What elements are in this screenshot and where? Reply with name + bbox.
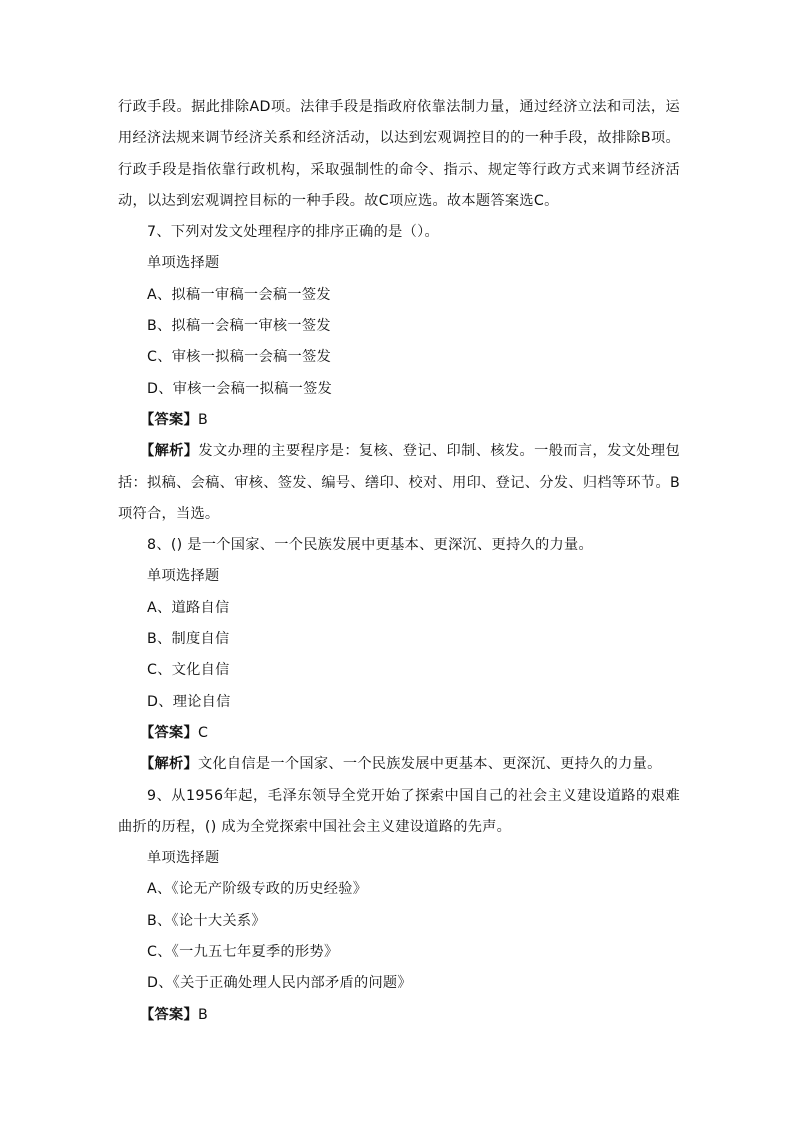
answer — [118, 718, 680, 749]
option-a: A、道路自信 — [147, 599, 230, 616]
question-8 — [118, 530, 680, 780]
question-stem: 7、下列对发文处理程序的排序正确的是（）。 — [147, 224, 439, 241]
option-d: D、理论自信 — [147, 693, 231, 710]
option-b: B、制度自信 — [147, 631, 230, 648]
option-c: C、文化自信 — [147, 662, 230, 679]
analysis-label: 【解析】 — [140, 443, 199, 460]
option-a: A、拟稿一审稿一会稿一签发 — [147, 286, 331, 303]
option-c: C、《一九五七年夏季的形势》 — [147, 944, 339, 961]
question-stem: 8、() 是一个国家、一个民族发展中更基本、更深沉、更持久的力量。 — [147, 537, 593, 554]
answer-label: 【答案】 — [140, 411, 198, 428]
answer-label: 【答案】 — [140, 1006, 198, 1023]
option-b: B、拟稿一会稿一审核一签发 — [147, 318, 331, 335]
question-stem: 9、从1956年起，毛泽东领导全党开始了探索中国自己的社会主义建设道路的艰难曲折的历程，() 成为全党探索中国社会主义建设道路的先声。 — [118, 787, 680, 835]
answer — [118, 1000, 680, 1031]
answer — [118, 405, 680, 436]
intro-paragraph: 行政手段。据此排除AD项。法律手段是指政府依靠法制力量，通过经济立法和司法，运用经济法规来调节经济关系和经济活动，以达到宏观调控目的的一种手段，故排除B项。行政手段是指依靠行政机构，采取强制性的命令、指示、规定等行政方式来调节经济活动，以达到宏观调控目标的一种手段。故C项应选。故本题答案选C。 — [118, 99, 680, 209]
analysis-text: 发文办理的主要程序是：复核、登记、印制、核发。一般而言，发文处理包括：拟稿、会稿、审核、签发、编号、缮印、校对、用印、登记、分发、归档等环节。B项符合，当选。 — [118, 443, 680, 522]
question-type: 单项选择题 — [147, 850, 220, 867]
question-type: 单项选择题 — [147, 255, 220, 272]
answer-label: 【答案】 — [140, 724, 198, 741]
answer-value: B — [197, 1006, 208, 1023]
option-d: D、审核一会稿一拟稿一签发 — [147, 380, 333, 397]
analysis-text: 文化自信是一个国家、一个民族发展中更基本、更深沉、更持久的力量。 — [197, 756, 662, 773]
question-type: 单项选择题 — [147, 568, 220, 585]
option-b: B、《论十大关系》 — [147, 912, 266, 929]
answer-value: B — [197, 411, 208, 428]
option-d: D、《关于正确处理人民内部矛盾的问题》 — [147, 975, 412, 992]
answer-value: C — [197, 724, 209, 741]
analysis-label: 【解析】 — [140, 756, 198, 773]
option-a: A、《论无产阶级专政的历史经验》 — [147, 881, 368, 898]
question-9 — [118, 781, 680, 1031]
question-7 — [118, 217, 680, 530]
document-page — [118, 92, 680, 1031]
analysis — [118, 749, 680, 780]
analysis — [118, 436, 680, 530]
option-c: C、审核一拟稿一会稿一签发 — [147, 349, 332, 366]
